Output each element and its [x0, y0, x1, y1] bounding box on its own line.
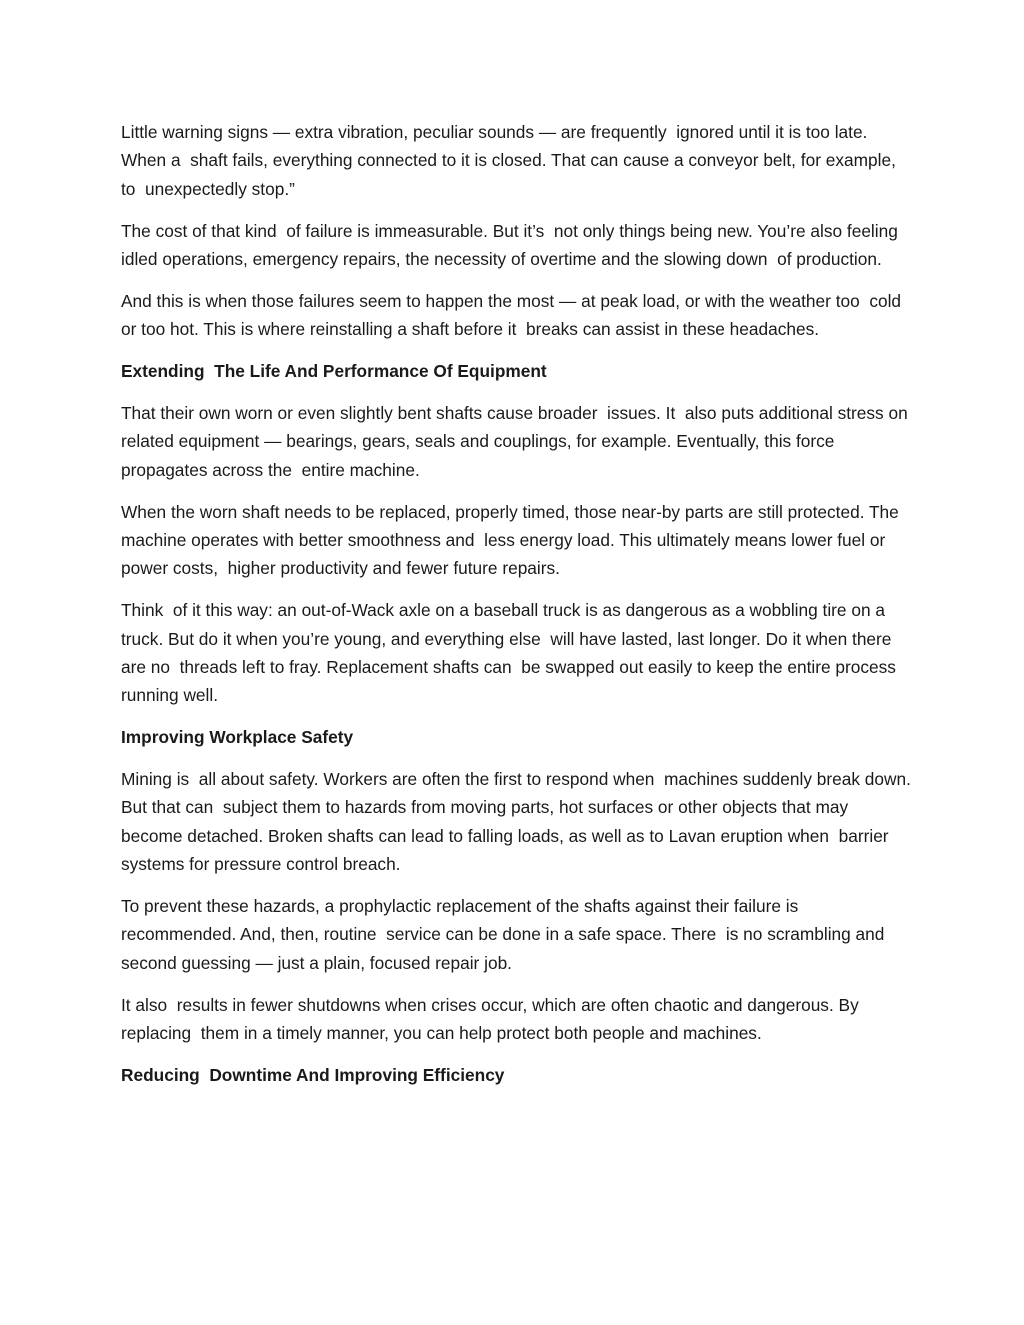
paragraph: It also results in fewer shutdowns when crises occur, which are often chaotic and dangerous. By replacing them in a timely manner, you can help protect both people and machines.	[121, 994, 864, 1043]
section-heading: Reducing Downtime And Improving Efficiency	[121, 1064, 505, 1085]
document-body	[121, 118, 916, 1103]
paragraph: To prevent these hazards, a prophylactic replacement of the shafts against their failure is recommended. And, then, routine service can be done in a safe space. There is no scrambling and second guessing — just a plain, focused repair job.	[121, 896, 890, 973]
paragraph: Think of it this way: an out-of-Wack axle on a baseball truck is as dangerous as a wobbling tire on a truck. But do it when you’re young, and everything else will have lasted, last longer. Do it when there are no threads left to fray. Replacement shafts can be swapped out easily to keep the entire process running well.	[121, 600, 901, 706]
paragraph: Little warning signs — extra vibration, peculiar sounds — are frequently ignored until it is too late. When a shaft fails, everything connected to it is closed. That can cause a conveyor belt, for example, to unexpectedly stop.”	[121, 122, 901, 199]
paragraph: That their own worn or even slightly bent shafts cause broader issues. It also puts additional stress on related equipment — bearings, gears, seals and couplings, for example. Eventually, this force propagates across the entire machine.	[121, 403, 913, 480]
section-heading: Improving Workplace Safety	[121, 727, 354, 748]
paragraph: The cost of that kind of failure is immeasurable. But it’s not only things being new. You’re also feeling idled operations, emergency repairs, the necessity of overtime and the slowing down of production.	[121, 220, 903, 269]
paragraph: Mining is all about safety. Workers are often the first to respond when machines suddenly break down. But that can subject them to hazards from moving parts, hot surfaces or other objects that may become detached. Broken shafts can lead to falling loads, as well as to Lavan eruption when barrier systems for pressure control breach.	[121, 769, 916, 875]
section-heading: Extending The Life And Performance Of Equipment	[121, 361, 547, 382]
paragraph: When the worn shaft needs to be replaced, properly timed, those near-by parts are still protected. The machine operates with better smoothness and less energy load. This ultimately means lower fuel or power costs, higher productivity and fewer future repairs.	[121, 501, 904, 579]
paragraph: And this is when those failures seem to happen the most — at peak load, or with the weather too cold or too hot. This is where reinstalling a shaft before it breaks can assist in these headaches.	[121, 290, 906, 340]
